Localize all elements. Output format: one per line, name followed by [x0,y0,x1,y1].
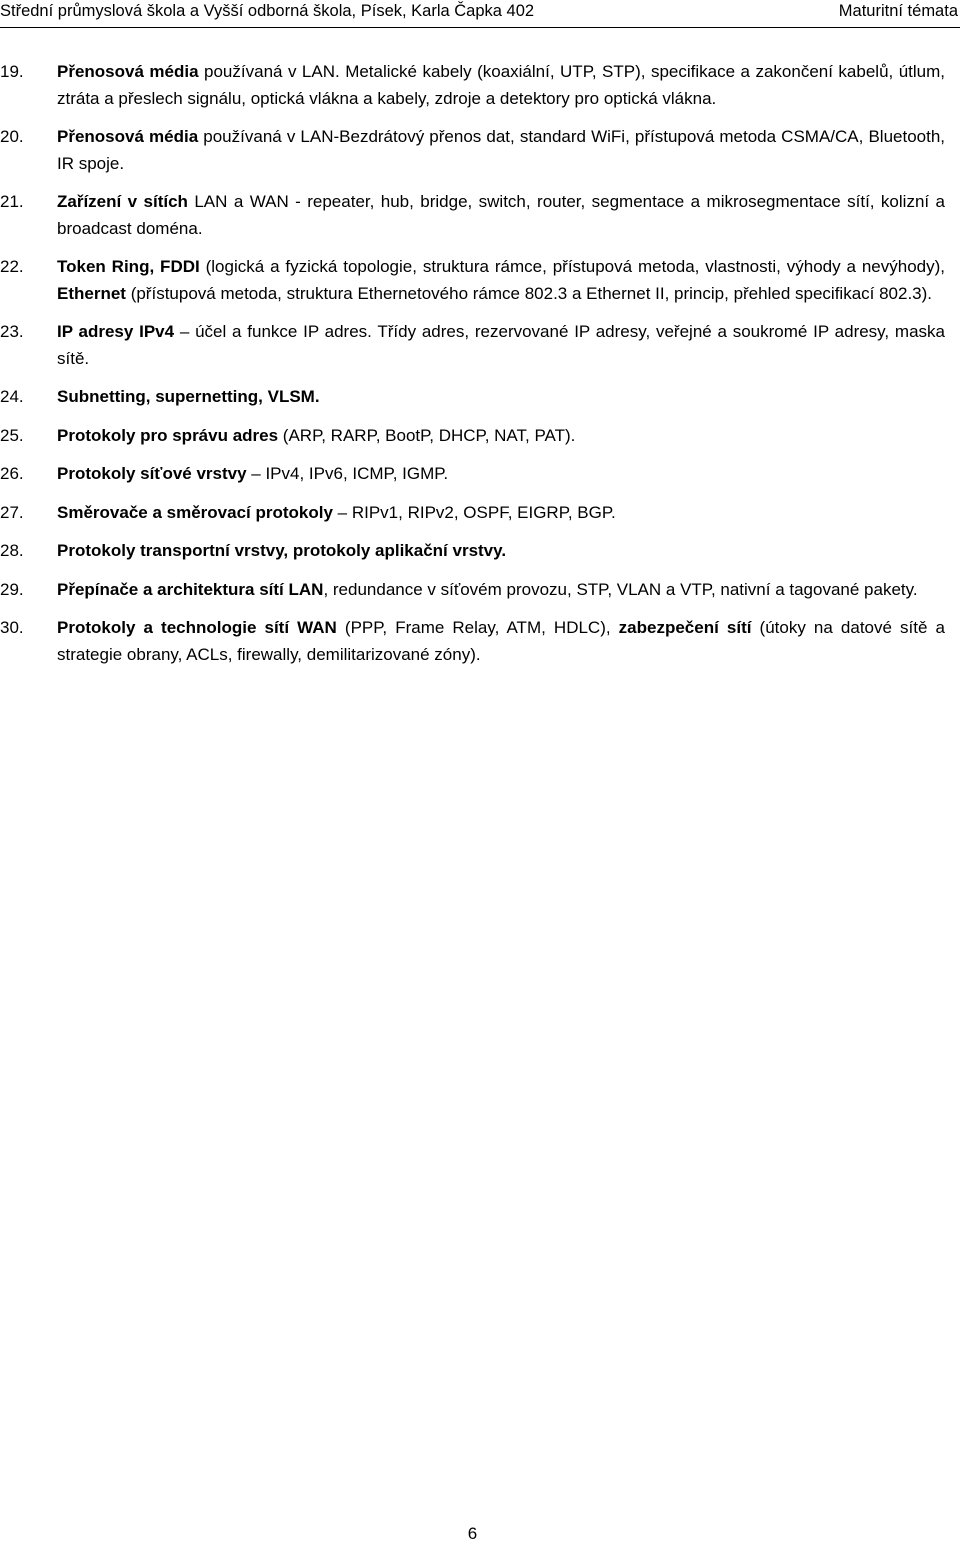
topic-description: (logická a fyzická topologie, struktura rámce, přístupová metoda, vlastnosti, výhody a nevýhody), [199,257,945,276]
topic-text [57,322,945,368]
topic-number: 29. [0,579,24,599]
topic-keyword: Protokoly transportní vrstvy, protokoly aplikační vrstvy. [57,541,507,560]
topic-text [57,618,945,664]
topic-number: 23. [0,322,24,341]
topic-text [57,464,448,483]
topic-item [0,577,945,604]
topic-number: 19. [0,62,24,81]
topic-item [0,423,945,450]
topic-text [57,257,945,303]
topic-keyword: Token Ring, FDDI [57,257,200,276]
topic-text [57,387,320,406]
topic-number: 26. [0,464,24,483]
topic-keyword: Ethernet [57,283,126,303]
topic-number: 21. [0,192,24,211]
topic-number: 25. [0,425,24,445]
topic-text [57,541,506,560]
topic-keyword: Zařízení v sítích [57,192,188,211]
header-school-name: Střední průmyslová škola a Vyšší odborná škola, Písek, Karla Čapka 402 [0,2,535,20]
topic-item [0,538,945,565]
header-document-title: Maturitní témata [838,2,958,20]
topic-item [0,615,945,668]
topic-number: 28. [0,541,24,560]
topic-description: – IPv4, IPv6, ICMP, IGMP. [246,464,449,483]
topic-number: 20. [0,127,24,146]
topic-keyword: Protokoly a technologie sítí WAN [57,618,337,637]
topic-keyword: Přenosová média [57,62,199,81]
topic-description: (PPP, Frame Relay, ATM, HDLC), [336,618,619,637]
topic-description: (přístupová metoda, struktura Ethernetového rámce 802.3 a Ethernet II, princip, přehled specifikací 802.3). [125,283,933,303]
topic-text [57,127,945,173]
topic-keyword: zabezpečení sítí [618,618,752,637]
topic-item [0,124,945,177]
topic-description: používaná v LAN. Metalické kabely (koaxiální, UTP, STP), specifikace a zakončení kabelů, útlum, ztráta a přeslech signálu, optická vlákna a kabely, zdroje a detektory pro optická vlákna. [57,62,946,108]
topic-item [0,461,945,488]
topic-description: používaná v LAN-Bezdrátový přenos dat, standard WiFi, přístupová metoda CSMA/CA, Bluetooth, IR spoje. [57,127,946,173]
topic-keyword: Přepínače a architektura sítí LAN [57,579,324,599]
page-header [0,0,960,28]
topic-list [0,59,945,680]
topic-keyword: IP adresy IPv4 [57,322,175,341]
topic-text [57,426,575,445]
topic-number: 27. [0,502,24,522]
topic-item [0,189,945,242]
topic-description: – RIPv1, RIPv2, OSPF, EIGRP, BGP. [332,502,616,522]
topic-description: – účel a funkce IP adres. Třídy adres, rezervované IP adresy, veřejné a soukromé IP adresy, maska sítě. [57,322,945,368]
topic-item [0,59,945,112]
topic-description: (ARP, RARP, BootP, DHCP, NAT, PAT). [278,425,576,445]
topic-item [0,500,945,527]
topic-description: (útoky na datové sítě a strategie obrany, ACLs, firewally, demilitarizované zóny). [57,618,945,664]
topic-item [0,254,945,307]
topic-text [57,580,918,599]
topic-keyword: Přenosová média [57,127,199,146]
topic-number: 30. [0,618,24,637]
topic-text [57,192,945,238]
topic-text [57,62,945,108]
topic-text [57,503,616,522]
topic-keyword: Směrovače a směrovací protokoly [57,502,333,522]
topic-description: LAN a WAN - repeater, hub, bridge, switch, router, segmentace a mikrosegmentace sítí, kolizní a broadcast doména. [57,192,945,238]
topic-number: 22. [0,257,24,276]
topic-item [0,384,945,411]
topic-item [0,319,945,372]
topic-keyword: Subnetting, supernetting, VLSM. [57,387,320,406]
topic-keyword: Protokoly pro správu adres [57,425,279,445]
page-number: 6 [467,1524,478,1543]
topic-description: , redundance v síťovém provozu, STP, VLAN a VTP, nativní a tagované pakety. [323,579,918,599]
topic-keyword: Protokoly síťové vrstvy [57,464,247,483]
topic-number: 24. [0,387,24,406]
